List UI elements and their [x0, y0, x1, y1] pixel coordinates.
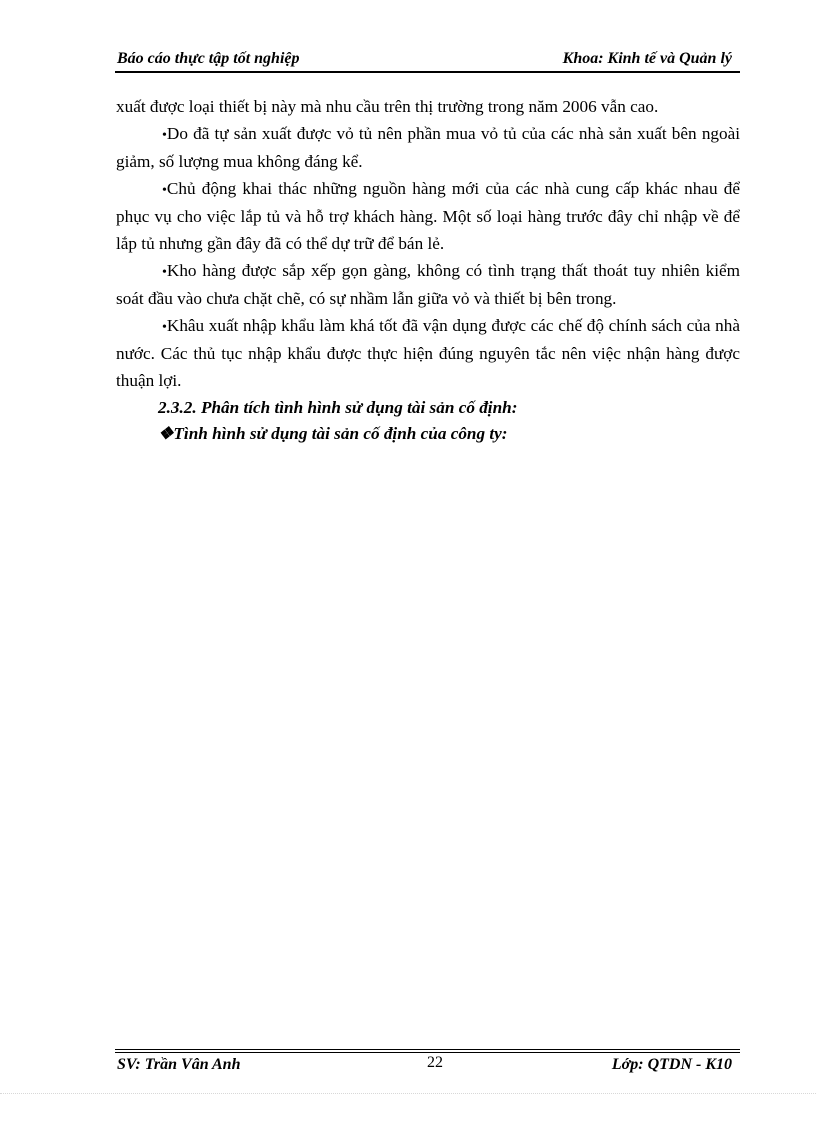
bullet-paragraph: [116, 176, 740, 258]
document-body: [116, 94, 740, 448]
bullet-icon: •: [162, 319, 167, 335]
page-header: [115, 48, 740, 70]
bullet-text: Kho hàng được sắp xếp gọn gàng, không có tình trạng thất thoát tuy nhiên kiểm soát đầu vào chưa chặt chẽ, có sự nhầm lẫn giữa vỏ và thiết bị bên trong.: [116, 260, 740, 309]
header-divider: [115, 71, 740, 73]
bullet-paragraph: [116, 258, 740, 313]
diamond-bullet-icon: ❖: [158, 424, 174, 444]
bullet-paragraph: [116, 313, 740, 395]
bullet-text: Khâu xuất nhập khẩu làm khá tốt đã vận dụng được các chế độ chính sách của nhà nước. Các thủ tục nhập khẩu được thực hiện đúng nguyên tắc nên việc nhận hàng được thuận lợi.: [116, 315, 740, 390]
bullet-icon: •: [162, 182, 167, 198]
header-faculty: Khoa: Kinh tế và Quản lý: [562, 50, 732, 67]
bullet-icon: •: [162, 264, 167, 280]
bullet-icon: •: [162, 127, 167, 143]
section-heading: 2.3.2. Phân tích tình hình sử dụng tài sản cố định:: [158, 397, 518, 417]
page-number: 22: [427, 1054, 443, 1071]
subsection-heading: [116, 421, 740, 448]
page-edge: [0, 1093, 816, 1094]
subsection-heading-text: Tình hình sử dụng tài sản cố định của công ty:: [173, 424, 508, 444]
page-footer: [115, 1054, 740, 1078]
footer-divider-bottom: [115, 1052, 740, 1053]
footer-student-name: SV: Trần Vân Anh: [117, 1056, 241, 1073]
footer-divider-top: [115, 1049, 740, 1050]
bullet-text: Do đã tự sản xuất được vỏ tủ nên phần mua vỏ tủ của các nhà sản xuất bên ngoài giảm, số lượng mua không đáng kể.: [116, 123, 740, 172]
bullet-paragraph: [116, 121, 740, 176]
header-report-title: Báo cáo thực tập tốt nghiệp: [117, 50, 300, 67]
bullet-text: Chủ động khai thác những nguồn hàng mới của các nhà cung cấp khác nhau để phục vụ cho việc lắp tủ và hỗ trợ khách hàng. Một số loại hàng trước đây chỉ nhập về để lắp tủ nhưng gần đây đã có thể dự trữ để bán lẻ.: [116, 178, 740, 253]
paragraph-continuation: xuất được loại thiết bị này mà nhu cầu trên thị trường trong năm 2006 vẫn cao.: [116, 97, 659, 116]
footer-class: Lớp: QTDN - K10: [611, 1056, 732, 1073]
